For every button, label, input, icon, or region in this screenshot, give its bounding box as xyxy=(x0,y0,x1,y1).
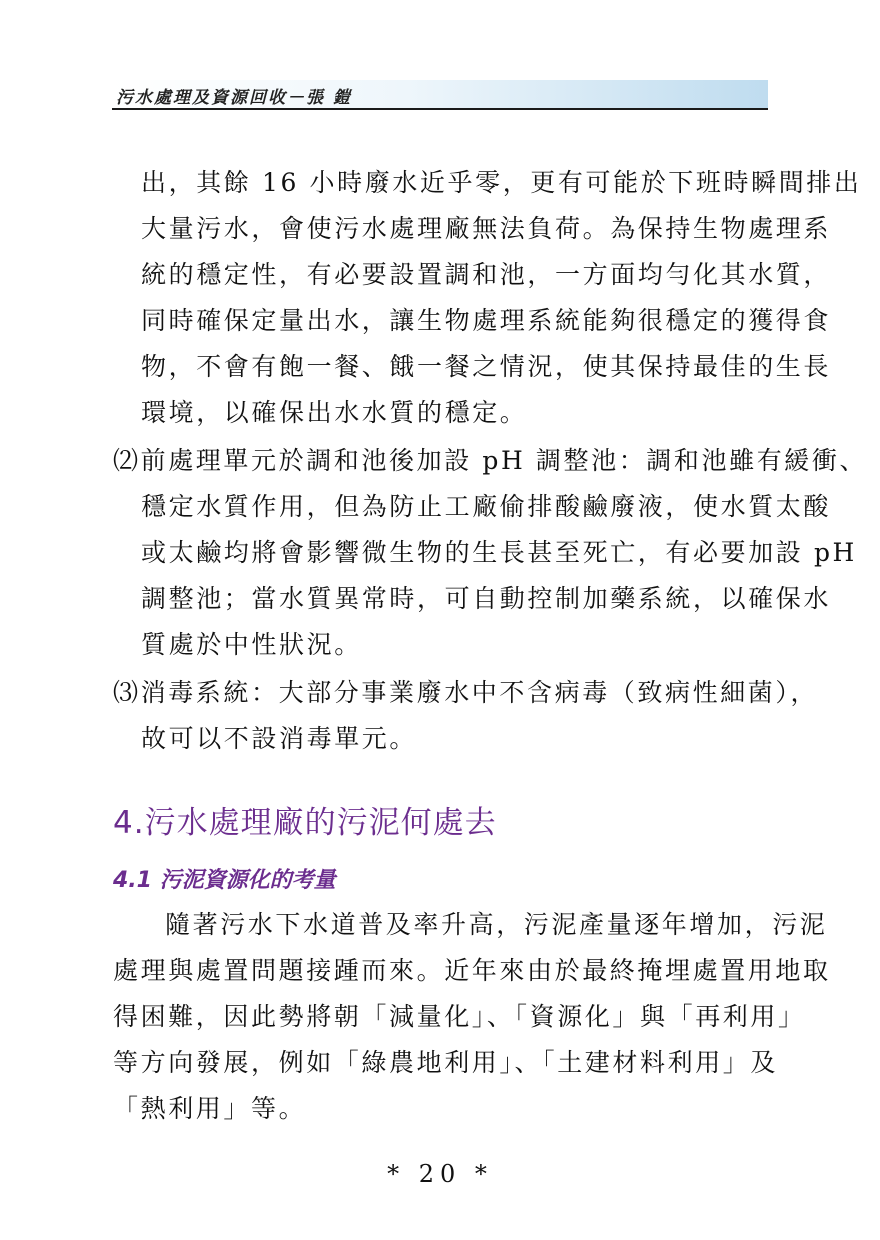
text-line: 環境，以確保出水水質的穩定。 xyxy=(141,398,528,427)
text-line: 質處於中性狀況。 xyxy=(141,630,362,659)
list-item-3-line: ⑶消毒系統：大部分事業廢水中不含病毒（致病性細菌）， xyxy=(113,678,819,707)
paragraph-line: 等方向發展，例如「綠農地利用」、「土建材料利用」及 xyxy=(113,1048,779,1077)
text-line: 統的穩定性，有必要設置調和池，一方面均勻化其水質， xyxy=(141,260,832,289)
text-line: 大量污水，會使污水處理廠無法負荷。為保持生物處理系 xyxy=(141,214,832,243)
running-header-title: 污水處理及資源回收－張 鎧 xyxy=(116,88,352,108)
paragraph-line: 「熱利用」等。 xyxy=(113,1094,307,1123)
paragraph-line: 處理與處置問題接踵而來。近年來由於最終掩埋處置用地取 xyxy=(113,956,831,985)
paragraph-line: 隨著污水下水道普及率升高，污泥產量逐年增加，污泥 xyxy=(165,910,828,939)
text-line: 或太鹼均將會影響微生物的生長甚至死亡，有必要加設 pH xyxy=(141,538,857,567)
text-line: 物，不會有飽一餐、餓一餐之情況，使其保持最佳的生長 xyxy=(141,352,832,381)
text-line: 同時確保定量出水，讓生物處理系統能夠很穩定的獲得食 xyxy=(141,306,832,335)
running-header xyxy=(112,80,768,110)
text-line: 調整池；當水質異常時，可自動控制加藥系統，以確保水 xyxy=(141,584,832,613)
text-line: 出，其餘 16 小時廢水近乎零，更有可能於下班時瞬間排出 xyxy=(141,168,862,197)
subsection-heading: 4.1 污泥資源化的考量 xyxy=(113,868,336,893)
section-heading: 4.污水處理廠的污泥何處去 xyxy=(113,805,497,841)
paragraph-line: 得困難，因此勢將朝「減量化」、「資源化」與「再利用」 xyxy=(113,1002,806,1031)
text-line: 故可以不設消毒單元。 xyxy=(141,724,418,753)
page-number: * 20 * xyxy=(387,1160,493,1188)
list-item-2-line: ⑵前處理單元於調和池後加設 pH 調整池：調和池雖有緩衝、 xyxy=(113,446,868,475)
text-line: 穩定水質作用，但為防止工廠偷排酸鹼廢液，使水質太酸 xyxy=(141,492,832,521)
